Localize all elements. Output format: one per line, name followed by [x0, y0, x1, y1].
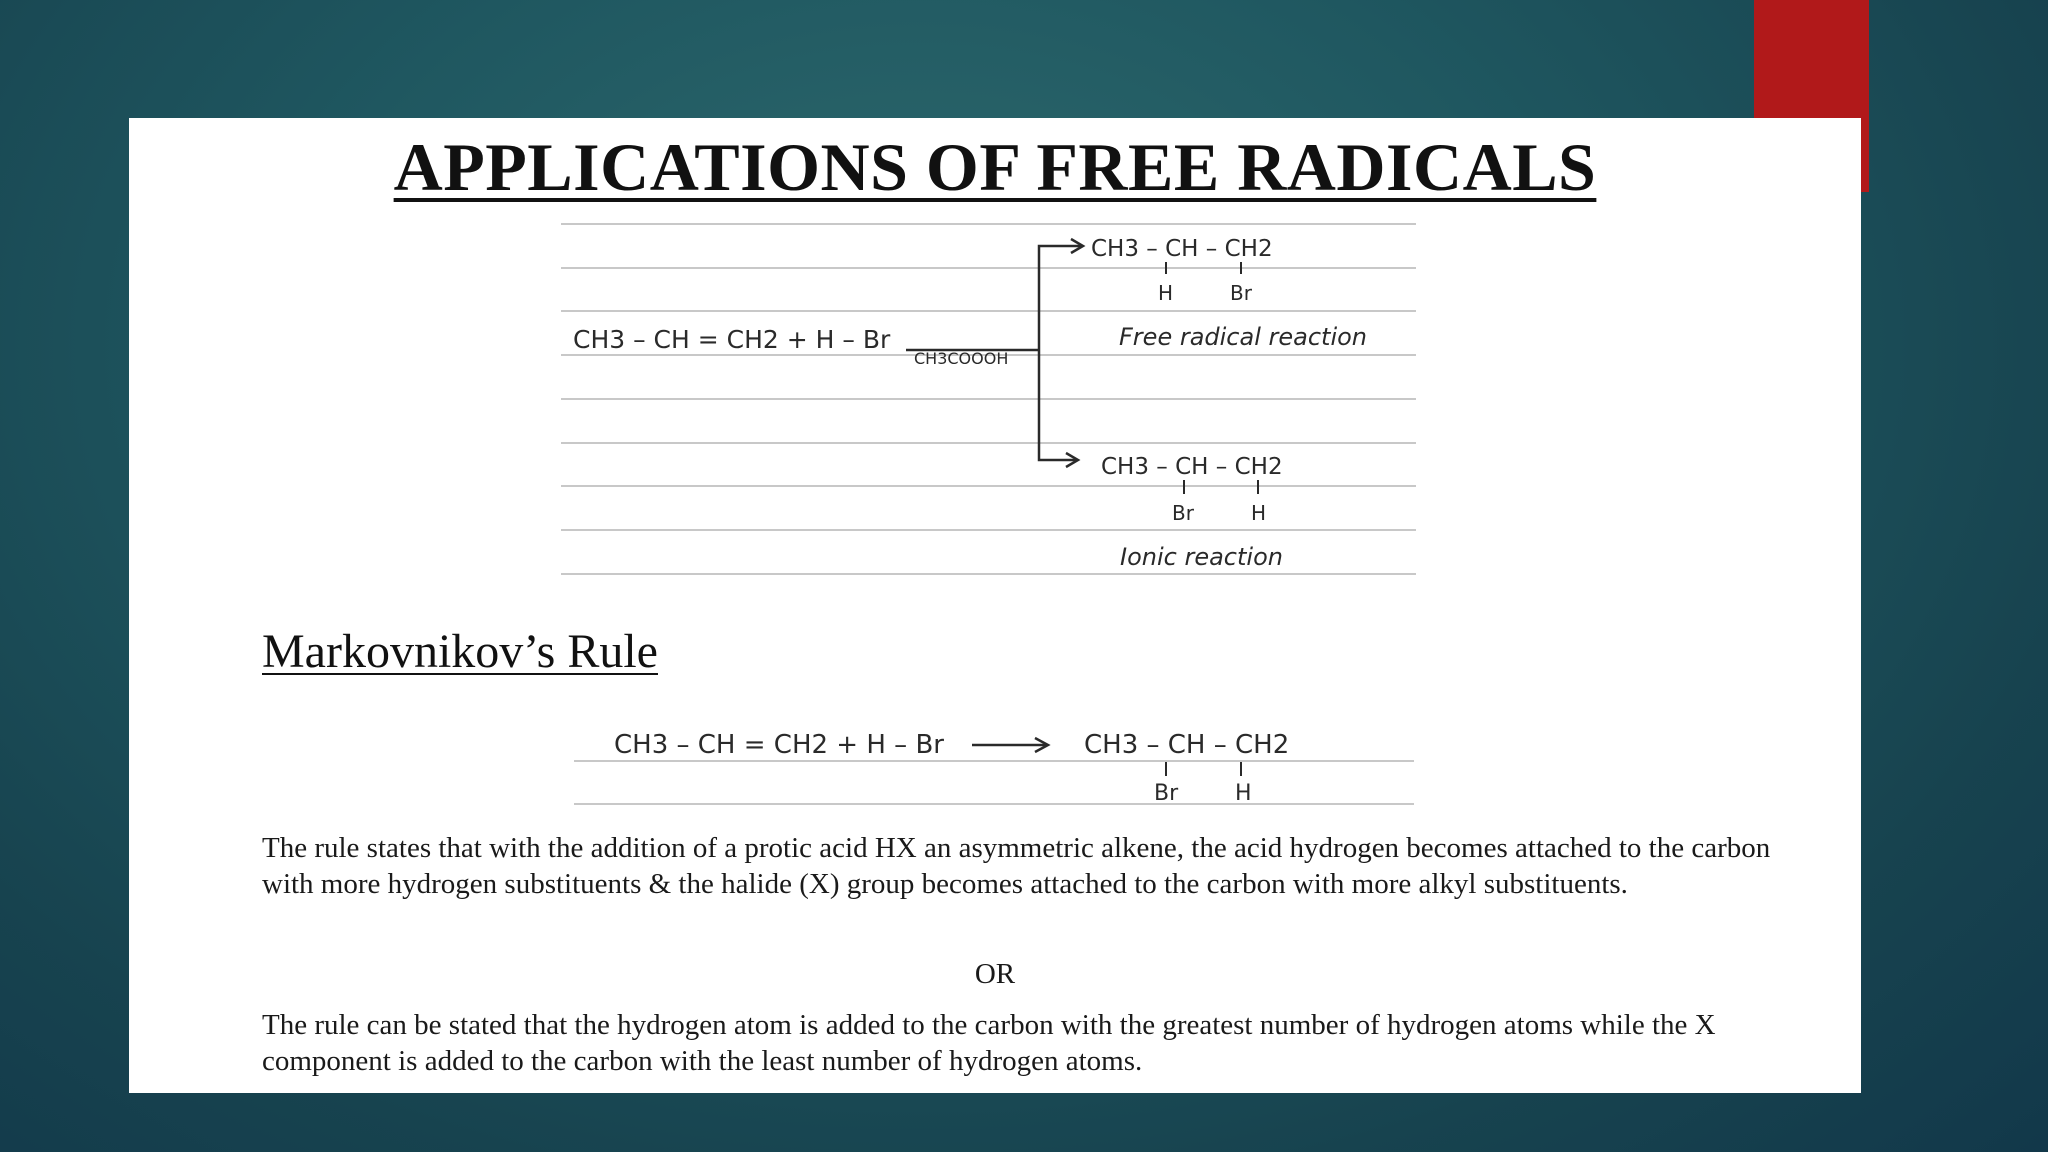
upper-product-label: Free radical reaction [1119, 323, 1368, 351]
markovnikov-sub-h: H [1235, 781, 1252, 806]
reaction-arrow [972, 738, 1048, 752]
markovnikov-heading: Markovnikov’s Rule [262, 625, 658, 678]
markovnikov-sub-br: Br [1154, 781, 1179, 806]
reaction-scheme [561, 218, 1551, 708]
upper-product-text: CH3 – CH – CH2 [1091, 236, 1273, 262]
lower-sub-br: Br [1172, 501, 1194, 525]
notebook-lines [561, 224, 1416, 574]
or-separator: OR [974, 958, 1016, 990]
slide-content [129, 118, 1861, 1093]
upper-sub-h: H [1158, 281, 1174, 305]
slide-title: APPLICATIONS OF FREE RADICALS [393, 129, 1597, 205]
lower-product-label: Ionic reaction [1120, 543, 1283, 571]
lower-product-text: CH3 – CH – CH2 [1101, 454, 1283, 480]
lower-sub-h: H [1251, 501, 1267, 525]
markovnikov-reactants: CH3 – CH = CH2 + H – Br [614, 730, 944, 760]
markovnikov-product: CH3 – CH – CH2 [1084, 730, 1290, 760]
rule-paragraph-1: The rule states that with the addition of a protic acid HX an asymmetric alkene, the acid hydrogen becomes attached to the carbon with more hydrogen substituents & the halide (X) group becomes attached to the carbon with more alkyl substituents. [262, 832, 1771, 900]
reactants-text: CH3 – CH = CH2 + H – Br [573, 325, 891, 354]
upper-sub-br: Br [1230, 281, 1252, 305]
rule-paragraph-2: The rule can be stated that the hydrogen atom is added to the carbon with the greatest number of hydrogen atoms while the X component is added to the carbon with the least number of hydrogen atoms. [262, 1009, 1716, 1077]
catalyst-text: CH3COOOH [914, 349, 1009, 368]
